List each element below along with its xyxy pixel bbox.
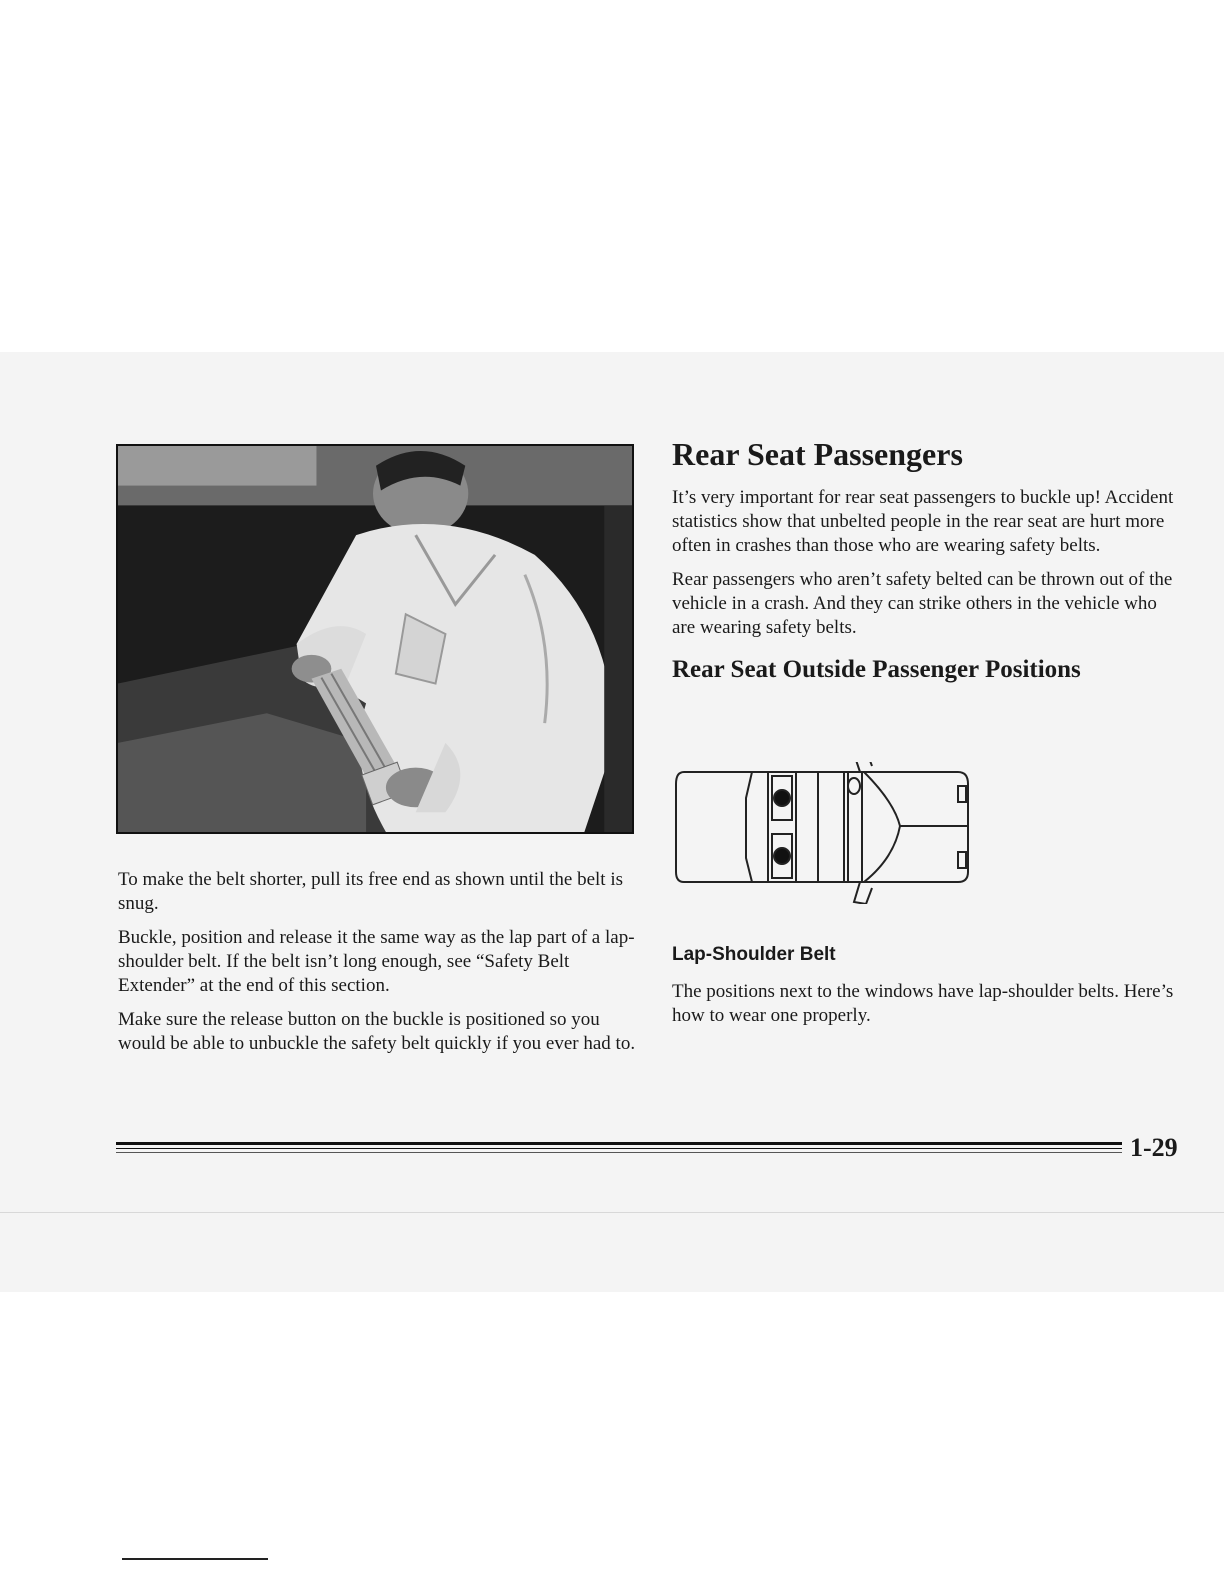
footer-rule bbox=[116, 1142, 1122, 1153]
band-edge bbox=[0, 1212, 1224, 1213]
lap-shoulder-block bbox=[672, 942, 1182, 1038]
section-heading: Rear Seat Passengers bbox=[672, 436, 963, 472]
paragraph-buckle-up: It’s very important for rear seat passengers to buckle up! Accident statistics show that unbelted people in the rear seat are hurt more often in crashes than those who are wearing safety belts. bbox=[672, 487, 1174, 556]
lap-belt-photo bbox=[116, 444, 634, 834]
footer-rule-thin-lower bbox=[116, 1152, 1122, 1153]
lap-shoulder-text: The positions next to the windows have lap-shoulder belts. Here’s how to wear one properly. bbox=[672, 981, 1174, 1026]
paragraph-shorten-belt: To make the belt shorter, pull its free end as shown until the belt is snug. bbox=[118, 869, 623, 914]
footer-rule-thin bbox=[116, 1148, 1122, 1149]
footer-rule-thick bbox=[116, 1142, 1122, 1145]
subsection-heading: Rear Seat Outside Passenger Positions bbox=[672, 656, 1081, 683]
bottom-margin-mark bbox=[122, 1558, 268, 1560]
page-number: 1-29 bbox=[1130, 1133, 1178, 1162]
right-column bbox=[672, 432, 1182, 686]
left-column bbox=[118, 868, 638, 1066]
rear-seat-positions-diagram bbox=[672, 762, 978, 904]
paragraph-release-button: Make sure the release button on the buckle is positioned so you would be able to unbuckle the safety belt quickly if you ever had to. bbox=[118, 1009, 636, 1054]
lap-shoulder-heading: Lap-Shoulder Belt bbox=[672, 944, 836, 965]
paragraph-buckle-position: Buckle, position and release it the same way as the lap part of a lap-shoulder belt. If the belt isn’t long enough, see “Safety Belt Extender” at the end of this section. bbox=[118, 927, 635, 996]
paragraph-thrown-out: Rear passengers who aren’t safety belted can be thrown out of the vehicle in a crash. And they can strike others in the vehicle who are wearing safety belts. bbox=[672, 569, 1173, 638]
